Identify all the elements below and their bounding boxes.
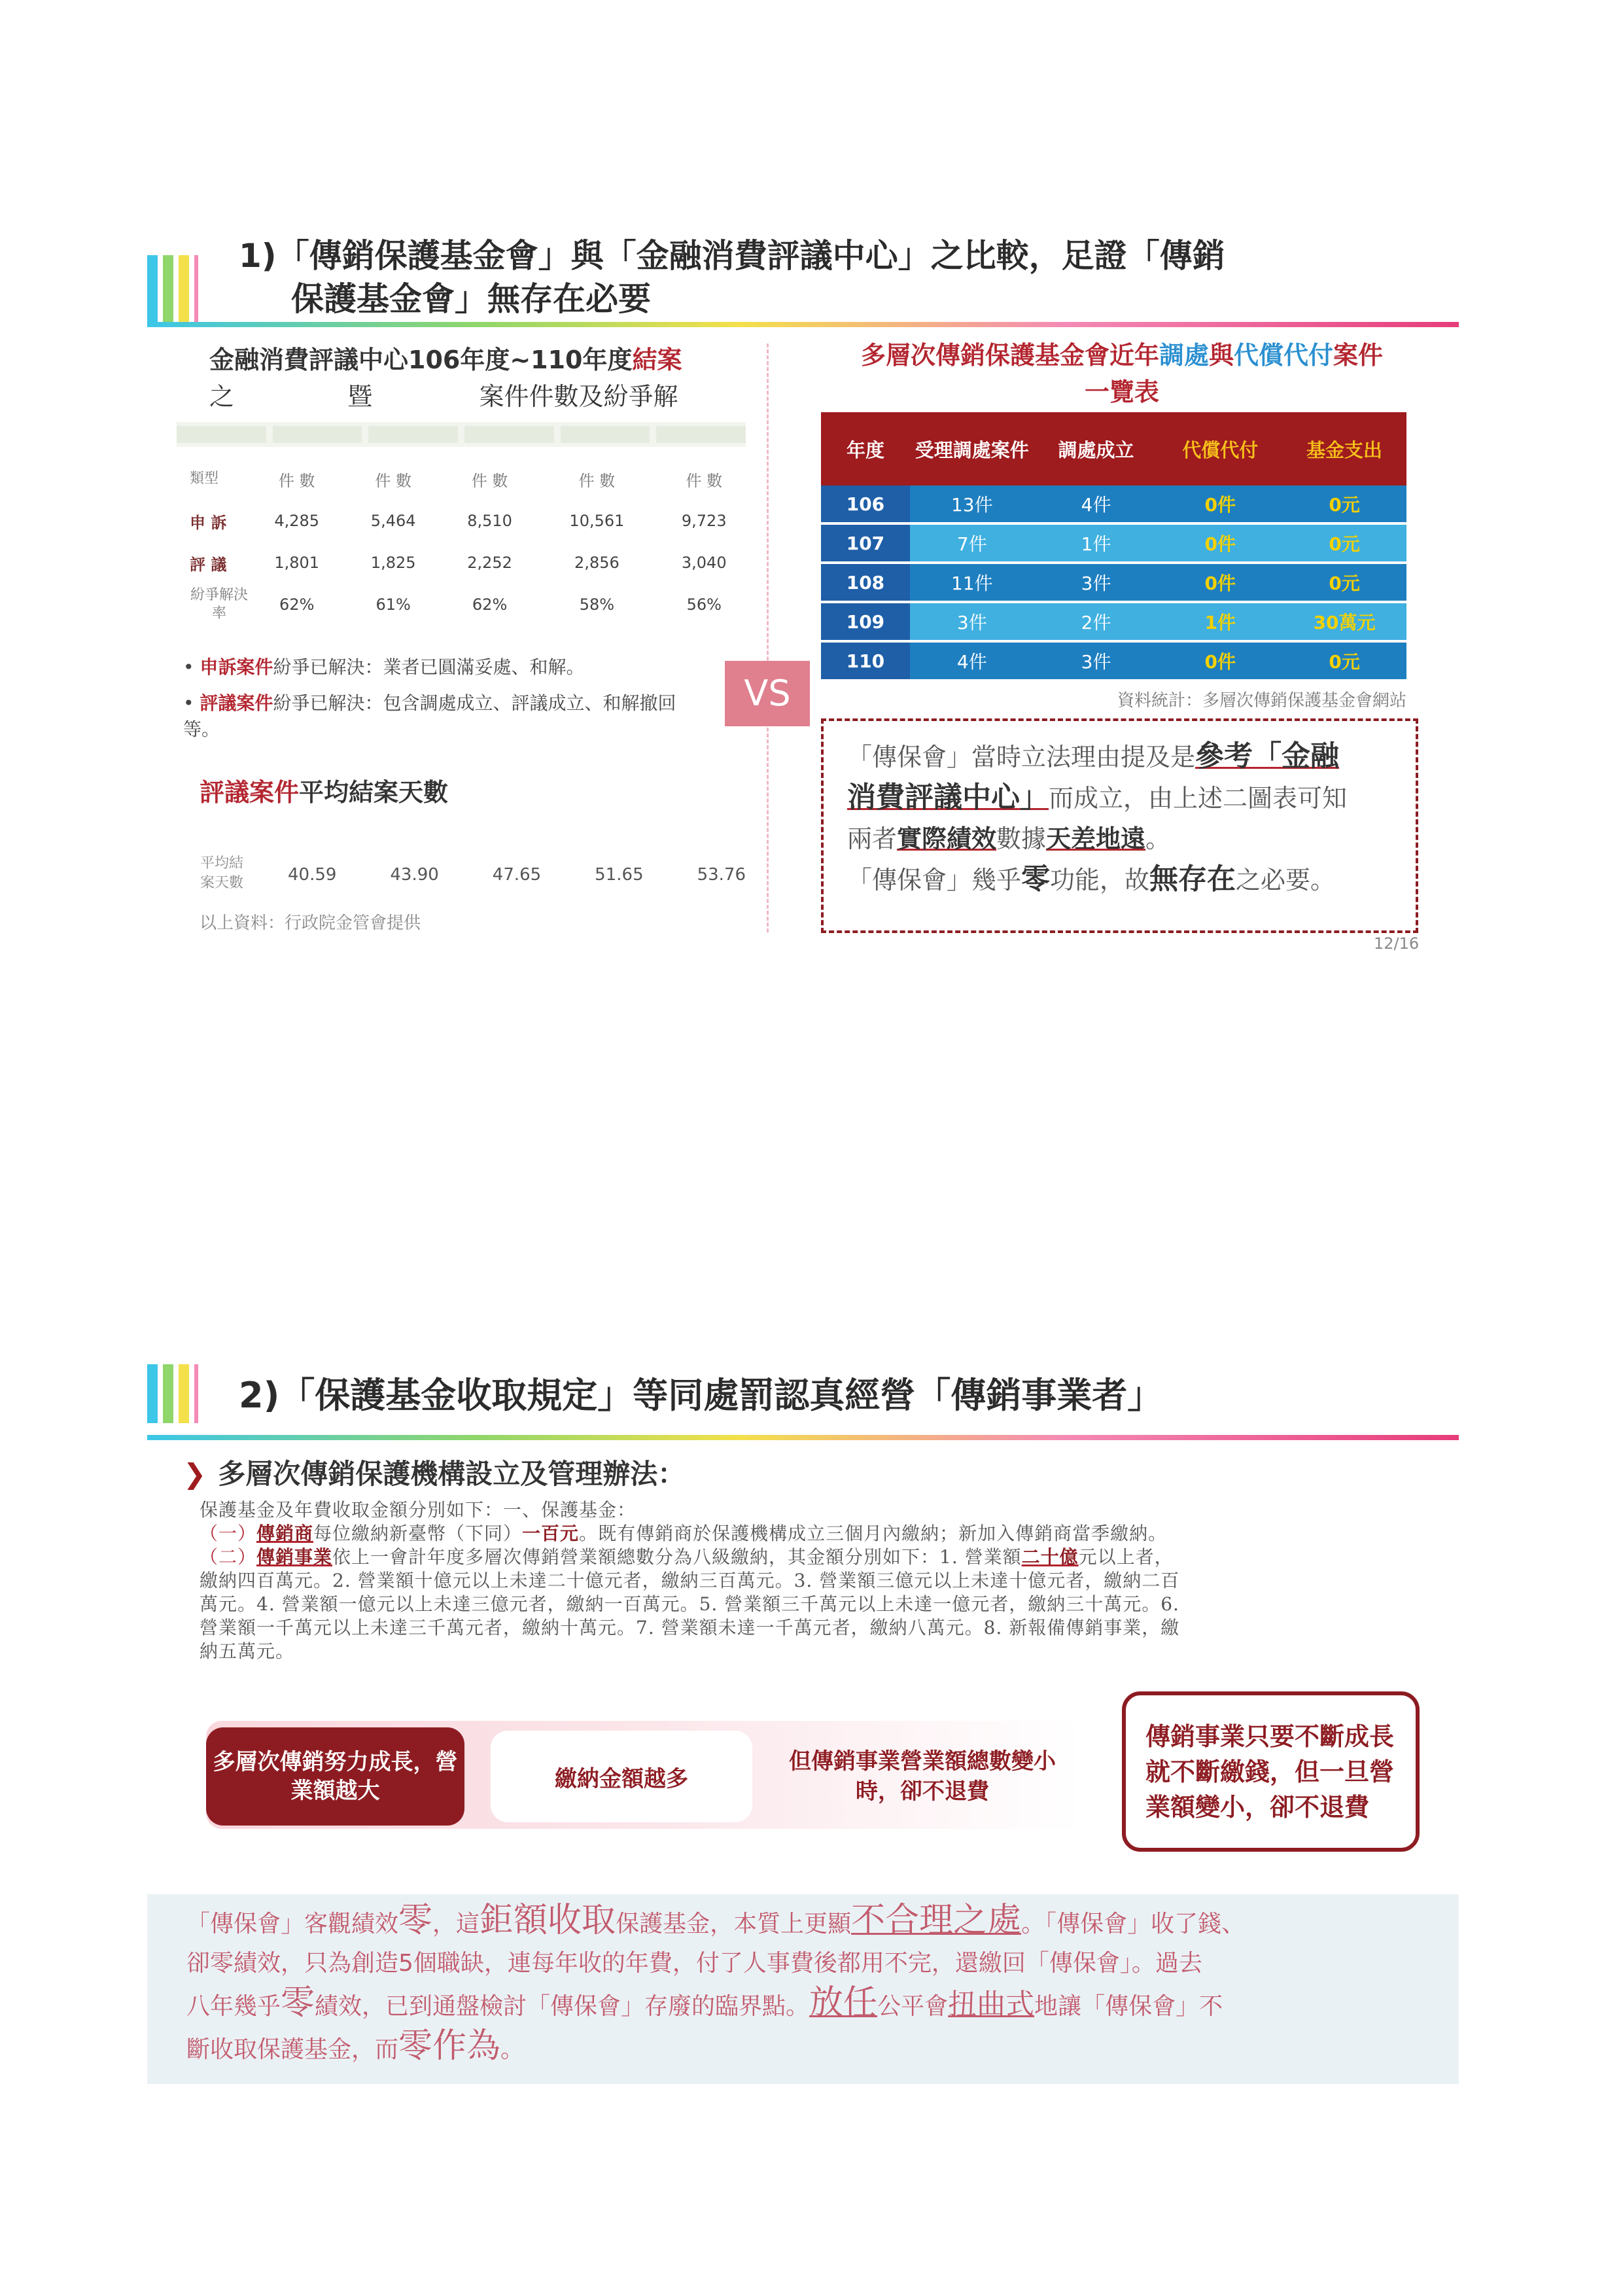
table-row: 申 訴 4,285 5,464 8,510 10,561 9,723 (190, 512, 727, 532)
section1-title: 1)「傳銷保護基金會」與「金融消費評議中心」之比較，足證「傳銷 保護基金會」無存在必要 (239, 237, 1225, 318)
col-count: 件 數 (471, 471, 508, 490)
col-count: 件 數 (278, 471, 315, 490)
vs-badge: VS (725, 661, 810, 726)
vertical-divider (767, 344, 769, 932)
section2-subtitle: ❯ 多層次傳銷保護機構設立及管理辦法： (183, 1458, 686, 1490)
right-title: 多層次傳銷保護基金會近年調處與代償代付案件 一覽表 (860, 341, 1384, 406)
col-count: 件 數 (578, 471, 616, 490)
left-table-faded-header (177, 422, 746, 447)
avg-value: 40.59 (288, 865, 337, 885)
bullet-complaint: • 申訴案件紛爭已解決：業者已圓滿妥處、和解。 (183, 656, 585, 678)
avg-value: 47.65 (492, 865, 542, 885)
chevron-right-icon: ❯ (183, 1458, 207, 1490)
section1-underline (147, 322, 1459, 327)
avg-days-values (288, 865, 746, 885)
table-row: 110 4件 3件 0件 0元 (821, 641, 1406, 680)
left-source: 以上資料：行政院金管會提供 (200, 913, 421, 933)
section2-conclusion: 「傳保會」客觀績效零，這鉅額收取保護基金，本質上更顯不合理之處。「傳保會」收了錢、 卻零績效，只為創造5個職缺，連每年收的年費，付了人事費後都用不完，還繳回「傳保會」。過去 八年幾乎零績效，已到通盤檢討「傳保會」存廢的臨界點。放任公平會扭曲式地讓「傳保會」不 斷收取保護基金，而零作為。 (186, 1901, 1246, 2066)
table-row: 紛爭解決率 62% 61% 62% 58% 56% (190, 587, 722, 622)
table-row: 107 7件 1件 0件 0元 (821, 523, 1406, 563)
table-row: 106 13件 4件 0件 0元 (821, 486, 1406, 523)
avg-value: 43.90 (390, 865, 439, 885)
col-type: 類型 (190, 470, 219, 487)
col-year: 年度 (821, 412, 910, 486)
table-row: 評 議 1,801 1,825 2,252 2,856 3,040 (190, 554, 727, 574)
fin-consumer-table (190, 458, 752, 626)
avg-days-label: 平均結案天數 (200, 855, 243, 891)
heading-bars-2 (147, 1364, 198, 1423)
section2-title: 2)「保護基金收取規定」等同處罰認真經營「傳銷事業者」 (239, 1375, 1163, 1416)
avg-value: 51.65 (595, 865, 644, 885)
col-count: 件 數 (375, 471, 411, 490)
bullet-review: • 評議案件紛爭已解決：包含調處成立、評議成立、和解撤回等。 (183, 692, 676, 740)
flow-summary-box: 傳銷事業只要不斷成長就不斷繳錢，但一旦營業額變小，卻不退費 (1122, 1691, 1420, 1852)
flow-step-no-refund: 但傳銷事業營業額總數變小時，卻不退費 (789, 1748, 1056, 1805)
table-row: 109 3件 2件 1件 30萬元 (821, 602, 1406, 641)
heading-bars-1 (147, 255, 198, 327)
protection-fund-table (821, 412, 1406, 682)
regulation-text: 保護基金及年費收取金額分別如下：一、保護基金： （一）傳銷商每位繳納新臺幣（下同）一百元。既有傳銷商於保護機構成立三個月內繳納；新加入傳銷商當季繳納。 （二）傳銷事業依上一會計年度多層次傳銷營業額總數分為八級繳納，其金額分別如下：1. 營業額二十億元以上者， 繳納四百萬元。2. 營業額十億元以上未達二十億元者，繳納三百萬元。3. 營業額三億元以上未達十億元者，繳納二百 萬元。4. 營業額一億元以上未達三億元者，繳納一百萬元。5. 營業額三千萬元以上未達一億元者，繳納三十萬元。6. 營業額一千萬元以上未達三千萬元者，繳納十萬元。7. 營業額未達一千萬元者，繳納八萬元。8. 新報備傳銷事業，繳 納五萬元。 (200, 1499, 1180, 1662)
flow-step-growth: 多層次傳銷努力成長，營業額越大 (206, 1727, 464, 1826)
conclusion-text: 「傳保會」當時立法理由提及是參考「金融 消費評議中心」而成立，由上述二圖表可知 兩者實際績效數據天差地遠。 「傳保會」幾乎零功能，故無存在之必要。 (847, 739, 1348, 896)
avg-days-title: 評議案件平均結案天數 (200, 778, 449, 807)
page-number: 12/16 (1374, 934, 1420, 953)
col-spend: 基金支出 (1282, 412, 1406, 486)
flow-step-more-fee: 繳納金額越多 (491, 1731, 752, 1822)
col-payout: 代償代付 (1158, 412, 1282, 486)
avg-value: 53.76 (697, 865, 746, 885)
col-success: 調處成立 (1034, 412, 1159, 486)
section2-underline (147, 1435, 1459, 1440)
col-count: 件 數 (686, 471, 723, 490)
table-row: 108 11件 3件 0件 0元 (821, 563, 1406, 602)
right-source: 資料統計：多層次傳銷保護基金會網站 (1117, 691, 1406, 711)
col-cases: 受理調處案件 (910, 412, 1034, 486)
left-title: 金融消費評議中心106年度~110年度結案 之 暨 案件件數及紛爭解 (209, 345, 682, 411)
